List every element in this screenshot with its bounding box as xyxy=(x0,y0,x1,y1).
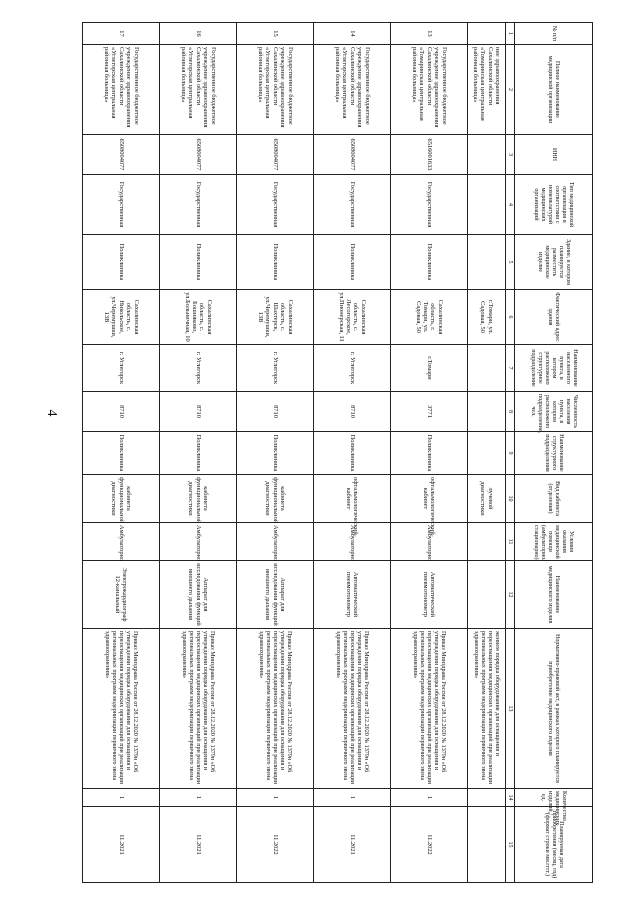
cell-act: Приказ Минздрава России от 28.12.2020 № 1379н «Об утверждении порядка оборудования для оснащения и переоснащения медицинских организаций при реализации региональных программ модернизации первичного звена здравоохранения» xyxy=(391,629,468,789)
cell-address: Сахалинская область, с. Бошняково, ул.Больничная, 10 xyxy=(160,290,237,345)
cell-inn: 6516001633 xyxy=(391,135,468,175)
cell-date xyxy=(468,807,506,883)
col-header-15: Планируемая дата приобретения (месяц, год) (формат строки мм.гггг.) xyxy=(515,807,593,883)
col-header-4: Тип медицинской организации в соответствии с номенклатурой медицинских организаций xyxy=(515,175,593,235)
cell-inn xyxy=(468,135,506,175)
cell-locality: г.Томари xyxy=(391,345,468,392)
equipment-table xyxy=(82,22,593,883)
cell-qty: 1 xyxy=(237,789,314,807)
cell-unit: Поликлиника xyxy=(314,432,391,475)
cell-device: Электрокардиограф 12-канальный xyxy=(83,561,160,629)
col-number: 6 xyxy=(506,290,515,345)
cell-conditions: Амбулаторно xyxy=(391,523,468,561)
col-number: 12 xyxy=(506,561,515,629)
cell-building: Поликлиника xyxy=(83,235,160,290)
cell-org: Государственное бюджетное учреждение здравоохранения Сахалинской области «Томаринская центральная районная больница» xyxy=(391,45,468,135)
col-number: 15 xyxy=(506,807,515,883)
cell-cabinet: кабинета функциональной диагностики xyxy=(237,475,314,523)
col-header-5: Здание, в котором планируется разместить медицинское изделие xyxy=(515,235,593,290)
cell-population: 8710 xyxy=(83,392,160,432)
cell-building xyxy=(468,235,506,290)
cell-address: Сахалинская область, г. Томари, ул. Садовая, 50 xyxy=(391,290,468,345)
header-row xyxy=(515,23,593,883)
cell-qty: 1 xyxy=(314,789,391,807)
cell-unit: Поликлиника xyxy=(237,432,314,475)
cell-date: 11.2021 xyxy=(160,807,237,883)
cell-qty: 1 xyxy=(391,789,468,807)
cell-date: 11.2022 xyxy=(237,807,314,883)
cell-cabinet: офтальмологический кабинет xyxy=(314,475,391,523)
cell-num: 13 xyxy=(391,23,468,45)
table-row xyxy=(160,23,237,883)
cell-population: 8710 xyxy=(314,392,391,432)
cell-org: Государственное бюджетное учреждение здравоохранения Сахалинской области «Углегорская центральная районная больница» xyxy=(314,45,391,135)
cell-date: 11.2021 xyxy=(83,807,160,883)
cell-inn: 6508004077 xyxy=(160,135,237,175)
col-number: 5 xyxy=(506,235,515,290)
cell-device: Автоматический пневмотонометр xyxy=(391,561,468,629)
column-number-row xyxy=(506,23,515,883)
cell-qty: 1 xyxy=(83,789,160,807)
cell-conditions: Амбулаторно xyxy=(237,523,314,561)
col-header-1: № п/п xyxy=(515,23,593,45)
col-header-2: Полное наименование медицинской организации xyxy=(515,45,593,135)
cell-num: 16 xyxy=(160,23,237,45)
cell-num: 17 xyxy=(83,23,160,45)
cell-conditions xyxy=(468,523,506,561)
table-row xyxy=(391,23,468,883)
col-number: 4 xyxy=(506,175,515,235)
cell-cabinet: кабинета функциональной диагностики xyxy=(83,475,160,523)
cell-act: Приказ Минздрава России от 28.12.2020 № 1379н «Об утверждении порядка оборудования для оснащения и переоснащения медицинских организаций при реализации региональных программ модернизации первичного звена здравоохранения» xyxy=(160,629,237,789)
cell-population: 3771 xyxy=(391,392,468,432)
cell-date: 11.2021 xyxy=(314,807,391,883)
cell-cabinet: лучевой диагностики xyxy=(468,475,506,523)
table-row xyxy=(83,23,160,883)
cell-inn: 6508004077 xyxy=(314,135,391,175)
cell-org: Государственное бюджетное учреждение здравоохранения Сахалинской области «Углегорская центральная районная больница» xyxy=(237,45,314,135)
cell-inn: 6508004077 xyxy=(83,135,160,175)
table-row xyxy=(314,23,391,883)
col-header-8: Численность населения пункта, в котором расположено подразделение, чел. xyxy=(515,392,593,432)
cell-device xyxy=(468,561,506,629)
continuation-row xyxy=(468,23,506,883)
cell-act: жением порядка оборудования для оснащения и переоснащения медицинских организаций при реализации региональных программ модернизации первичного звена здравоохранения» xyxy=(468,629,506,789)
col-number: 8 xyxy=(506,392,515,432)
cell-device: Аппарат для исследования функций внешнего дыхания xyxy=(160,561,237,629)
cell-conditions: Амбулаторно xyxy=(160,523,237,561)
cell-date: 11.2022 xyxy=(391,807,468,883)
cell-num: 15 xyxy=(237,23,314,45)
cell-address: г.Томари, ул. Садовая, 50 xyxy=(468,290,506,345)
cell-unit: Поликлиника xyxy=(391,432,468,475)
col-number: 9 xyxy=(506,432,515,475)
cell-num xyxy=(468,23,506,45)
cell-unit: Поликлиника xyxy=(83,432,160,475)
cell-type xyxy=(468,175,506,235)
cell-address: Сахалинская область, с. Лесогорское, ул.Пионерская, 11 xyxy=(314,290,391,345)
equipment-table-sheet xyxy=(83,22,593,882)
cell-org: ние здравоохранения Сахалинской области «Томаринская центральная районная больница» xyxy=(468,45,506,135)
cell-locality: г. Углегорск xyxy=(314,345,391,392)
cell-type: Государственная xyxy=(391,175,468,235)
cell-org: Государственное бюджетное учреждение здравоохранения Сахалинской области «Углегорская центральная районная больница» xyxy=(160,45,237,135)
cell-device: Аппарат для исследования функций внешнего дыхания xyxy=(237,561,314,629)
cell-inn: 6508004077 xyxy=(237,135,314,175)
cell-address: Сахалинская область, с. Никольское, ул.Черемушки, 13В xyxy=(83,290,160,345)
col-number: 2 xyxy=(506,45,515,135)
col-number: 10 xyxy=(506,475,515,523)
cell-cabinet: кабинета функциональной диагностики xyxy=(160,475,237,523)
cell-population xyxy=(468,392,506,432)
cell-population: 8710 xyxy=(160,392,237,432)
col-number: 7 xyxy=(506,345,515,392)
cell-unit xyxy=(468,432,506,475)
cell-type: Государственная xyxy=(83,175,160,235)
col-header-10: Вид кабинета (отделения) xyxy=(515,475,593,523)
cell-num: 14 xyxy=(314,23,391,45)
col-header-9: Наименование структурного подразделения xyxy=(515,432,593,475)
cell-type: Государственная xyxy=(237,175,314,235)
cell-building: Поликлиника xyxy=(237,235,314,290)
col-number: 3 xyxy=(506,135,515,175)
cell-locality: г. Углегорск xyxy=(237,345,314,392)
col-header-12: Наименование медицинского изделия xyxy=(515,561,593,629)
cell-qty: 1 xyxy=(160,789,237,807)
page-number: 4 xyxy=(44,409,59,417)
cell-conditions: Амбулаторно xyxy=(314,523,391,561)
col-header-11: Условия оказания медицинской помощи (амбулаторно/стационарно) xyxy=(515,523,593,561)
col-header-7: Наименование населенного пункта, в котором расположено структурное подразделение xyxy=(515,345,593,392)
cell-building: Поликлиника xyxy=(314,235,391,290)
cell-conditions: Амбулаторно xyxy=(83,523,160,561)
col-header-13: Нормативно-правовой акт, в рамках которого планируется приобретение медицинского изделия xyxy=(515,629,593,789)
cell-type: Государственная xyxy=(160,175,237,235)
cell-population: 8710 xyxy=(237,392,314,432)
cell-address: Сахалинская область, с. Шахтерск, ул.Черемушки, 13В xyxy=(237,290,314,345)
col-header-6: Фактический адрес здания xyxy=(515,290,593,345)
cell-org: Государственное бюджетное учреждение здравоохранения Сахалинской области «Углегорская центральная районная больница» xyxy=(83,45,160,135)
col-number: 13 xyxy=(506,629,515,789)
cell-cabinet: офтальмологический кабинет xyxy=(391,475,468,523)
cell-locality: г. Углегорск xyxy=(83,345,160,392)
col-header-3: ИНН xyxy=(515,135,593,175)
col-number: 1 xyxy=(506,23,515,45)
cell-locality: г. Углегорск xyxy=(160,345,237,392)
cell-act: Приказ Минздрава России от 28.12.2020 № 1379н «Об утверждении порядка оборудования для оснащения и переоснащения медицинских организаций при реализации региональных программ модернизации первичного звена здравоохранения» xyxy=(237,629,314,789)
col-number: 14 xyxy=(506,789,515,807)
table-row xyxy=(237,23,314,883)
cell-type: Государственная xyxy=(314,175,391,235)
cell-device: Автоматический пневмотонометр xyxy=(314,561,391,629)
cell-act: Приказ Минздрава России от 28.12.2020 № 1379н «Об утверждении порядка оборудования для оснащения и переоснащения медицинских организаций при реализации региональных программ модернизации первичного звена здравоохранения» xyxy=(314,629,391,789)
col-header-14: Количество медицинских изделий, ед. xyxy=(515,789,593,807)
cell-act: Приказ Минздрава России от 28.12.2020 № 1379н «Об утверждении порядка оборудования для оснащения и переоснащения медицинских организаций при реализации региональных программ модернизации первичного звена здравоохранения» xyxy=(83,629,160,789)
cell-locality xyxy=(468,345,506,392)
col-number: 11 xyxy=(506,523,515,561)
cell-qty xyxy=(468,789,506,807)
cell-building: Поликлиника xyxy=(160,235,237,290)
cell-unit: Поликлиника xyxy=(160,432,237,475)
cell-building: Поликлиника xyxy=(391,235,468,290)
